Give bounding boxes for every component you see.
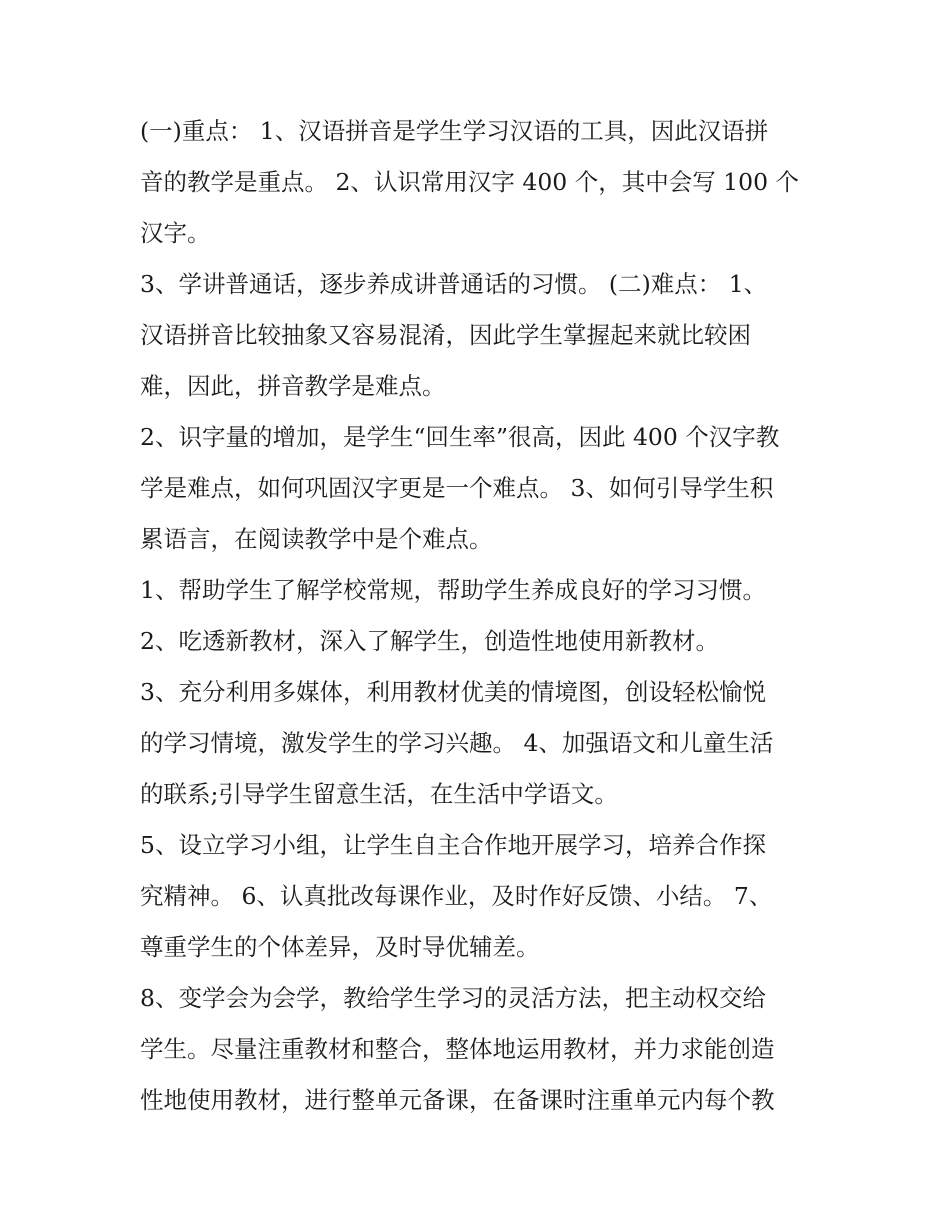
text-line: 2、吃透新教材，深入了解学生，创造性地使用新教材。 [140,627,719,655]
text-line: 学是难点，如何巩固汉字更是一个难点。 3、如何引导学生积 [140,474,774,502]
text-line: 的学习情境，激发学生的学习兴趣。 4、加强语文和儿童生活 [140,729,774,757]
text-line: 2、识字量的增加，是学生“回生率”很高，因此 400 个汉字教 [140,423,780,451]
text-line: 性地使用教材，进行整单元备课，在备课时注重单元内每个教 [140,1086,775,1114]
text-line: 汉语拼音比较抽象又容易混淆，因此学生掌握起来就比较困 [140,321,751,349]
text-line: 5、设立学习小组，让学生自主合作地开展学习，培养合作探 [140,831,766,859]
text-line: 8、变学会为会学，教给学生学习的灵活方法，把主动权交给 [140,984,766,1012]
text-line: 累语言，在阅读教学中是个难点。 [140,525,493,553]
text-line: 的联系;引导学生留意生活，在生活中学语文。 [140,780,618,808]
text-line: 汉字。 [140,219,211,247]
text-line: 3、充分利用多媒体，利用教材优美的情境图，创设轻松愉悦 [140,678,766,706]
text-line: 尊重学生的个体差异，及时导优辅差。 [140,933,540,961]
text-line: 究精神。 6、认真批改每课作业，及时作好反馈、小结。 7、 [140,882,773,910]
text-line: 3、学讲普通话，逐步养成讲普通话的习惯。 (二)难点： 1、 [140,270,768,298]
text-line: (一)重点： 1、汉语拼音是学生学习汉语的工具，因此汉语拼 [140,117,769,145]
text-line: 学生。尽量注重教材和整合，整体地运用教材，并力求能创造 [140,1035,775,1063]
text-line: 难，因此，拼音教学是难点。 [140,372,446,400]
document-body [140,106,820,1126]
text-line: 音的教学是重点。 2、认识常用汉字 400 个，其中会写 100 个 [140,168,800,196]
text-line: 1、帮助学生了解学校常规，帮助学生养成良好的学习习惯。 [140,576,766,604]
